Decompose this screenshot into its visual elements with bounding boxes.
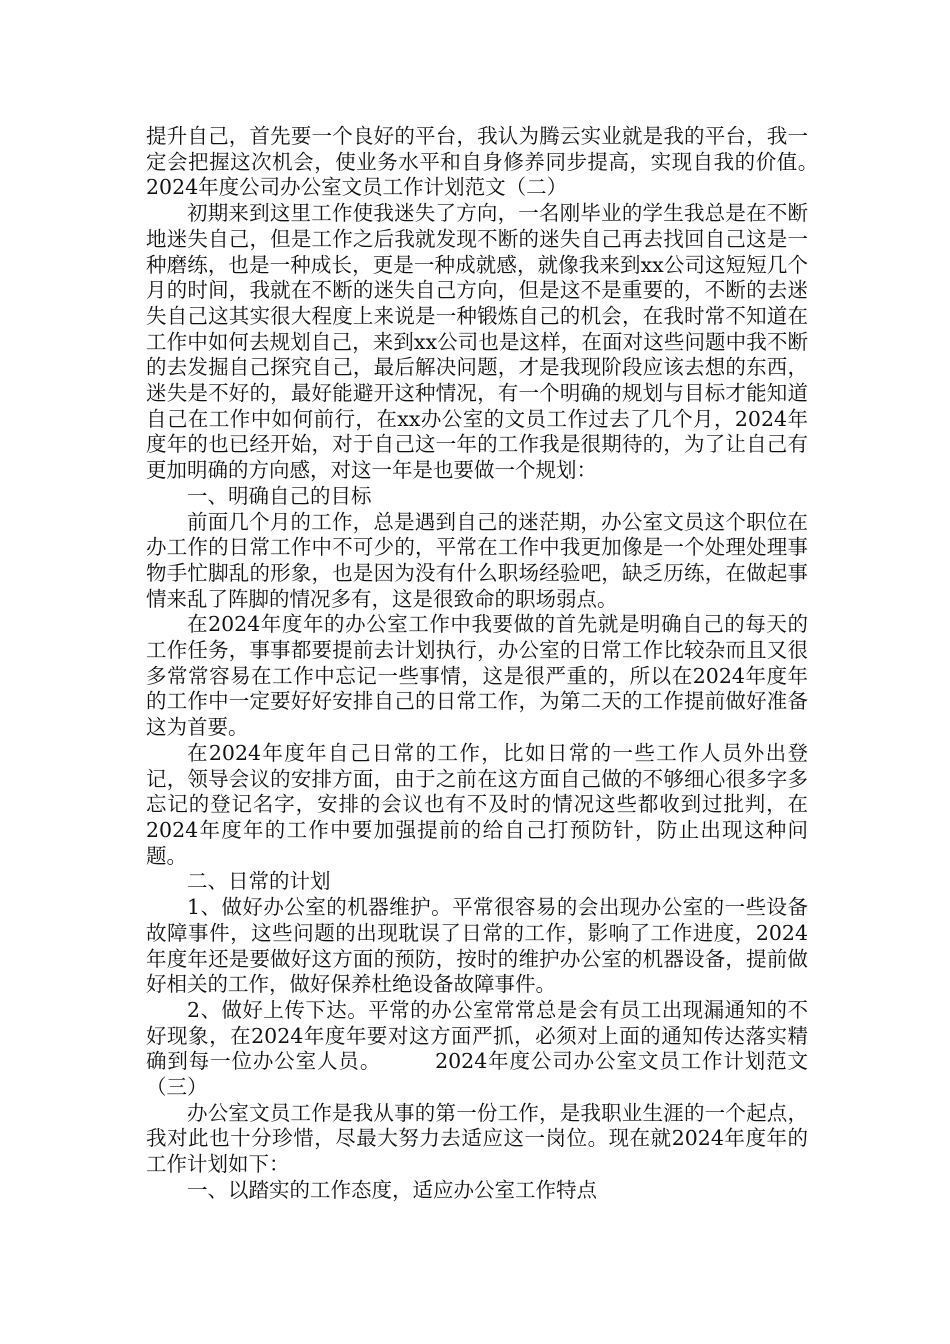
paragraph-machine-maintenance: 1、做好办公室的机器维护。平常很容易的会出现办公室的一些设备故障事件，这些问题的出现耽误了日常的工作，影响了工作进度，2024年度年还是要做好这方面的预防，按时的维护办公室的机器设备，提前做好相关的工作，做好保养杜绝设备故障事件。 [146,895,808,997]
paragraph-communication: 2、做好上传下达。平常的办公室常常总是会有员工出现漏通知的不好现象，在2024年度年要对这方面严抓，必须对上面的通知传达落实精确到每一位办公室人员。 2024年度公司办公室文员工作计划范文（三） [146,997,808,1100]
document-page [146,124,870,1204]
paragraph-goals-body: 前面几个月的工作，总是遇到自己的迷茫期，办公室文员这个职位在办工作的日常工作中不可少的，平常在工作中我更加像是一个处理处理事物手忙脚乱的形象，也是因为没有什么职场经验吧，缺乏历练，在做起事情来乱了阵脚的情况多有，这是很致命的职场弱点。 [146,509,808,611]
heading-work-attitude: 一、以踏实的工作态度，适应办公室工作特点 [187,1177,597,1202]
paragraph-intro-continuation: 提升自己，首先要一个良好的平台，我认为腾云实业就是我的平台，我一定会把握这次机会，使业务水平和自身修养同步提高，实现自我的价值。 2024年度公司办公室文员工作计划范文（二） [146,124,870,200]
heading-clear-goals: 一、明确自己的目标 [187,483,372,508]
paragraph-registration: 在2024年度年自己日常的工作，比如日常的一些工作人员外出登记，领导会议的安排方面，由于之前在这方面自己做的不够细心很多字多忘记的登记名字，安排的会议也有不及时的情况这些都收到过批判，在2024年度年的工作中要加强提前的给自己打预防针，防止出现这种问题。 [146,740,808,868]
heading-daily-plan: 二、日常的计划 [187,869,331,894]
paragraph-daily-tasks: 在2024年度年的办公室工作中我要做的首先就是明确自己的每天的工作任务，事事都要提前去计划执行，办公室的日常工作比较杂而且又很多常常容易在工作中忘记一些事情，这是很严重的，所以在2024年度年的工作中一定要好好安排自己的日常工作，为第二天的工作提前做好准备这为首要。 [146,612,808,740]
paragraph-section3-intro: 办公室文员工作是我从事的第一份工作，是我职业生涯的一个起点，我对此也十分珍惜，尽最大努力去适应这一岗位。现在就2024年度年的工作计划如下： [146,1100,808,1177]
paragraph-section2-intro: 初期来到这里工作使我迷失了方向，一名刚毕业的学生我总是在不断地迷失自己，但是工作之后我就发现不断的迷失自己再去找回自己这是一种磨练，也是一种成长，更是一种成就感，就像我来到xx公司这短短几个月的时间，我就在不断的迷失自己方向，但是这不是重要的，不断的去迷失自己这其实很大程度上来说是一种锻炼自己的机会，在我时常不知道在工作中如何去规划自己，来到xx公司也是这样，在面对这些问题中我不断的去发掘自己探究自己，最后解决问题，才是我现阶段应该去想的东西，迷失是不好的，最好能避开这种情况，有一个明确的规划与目标才能知道自己在工作中如何前行，在xx办公室的文员工作过去了几个月，2024年度年的也已经开始，对于自己这一年的工作我是很期待的，为了让自己有更加明确的方向感，对这一年是也要做一个规划： [146,201,808,483]
